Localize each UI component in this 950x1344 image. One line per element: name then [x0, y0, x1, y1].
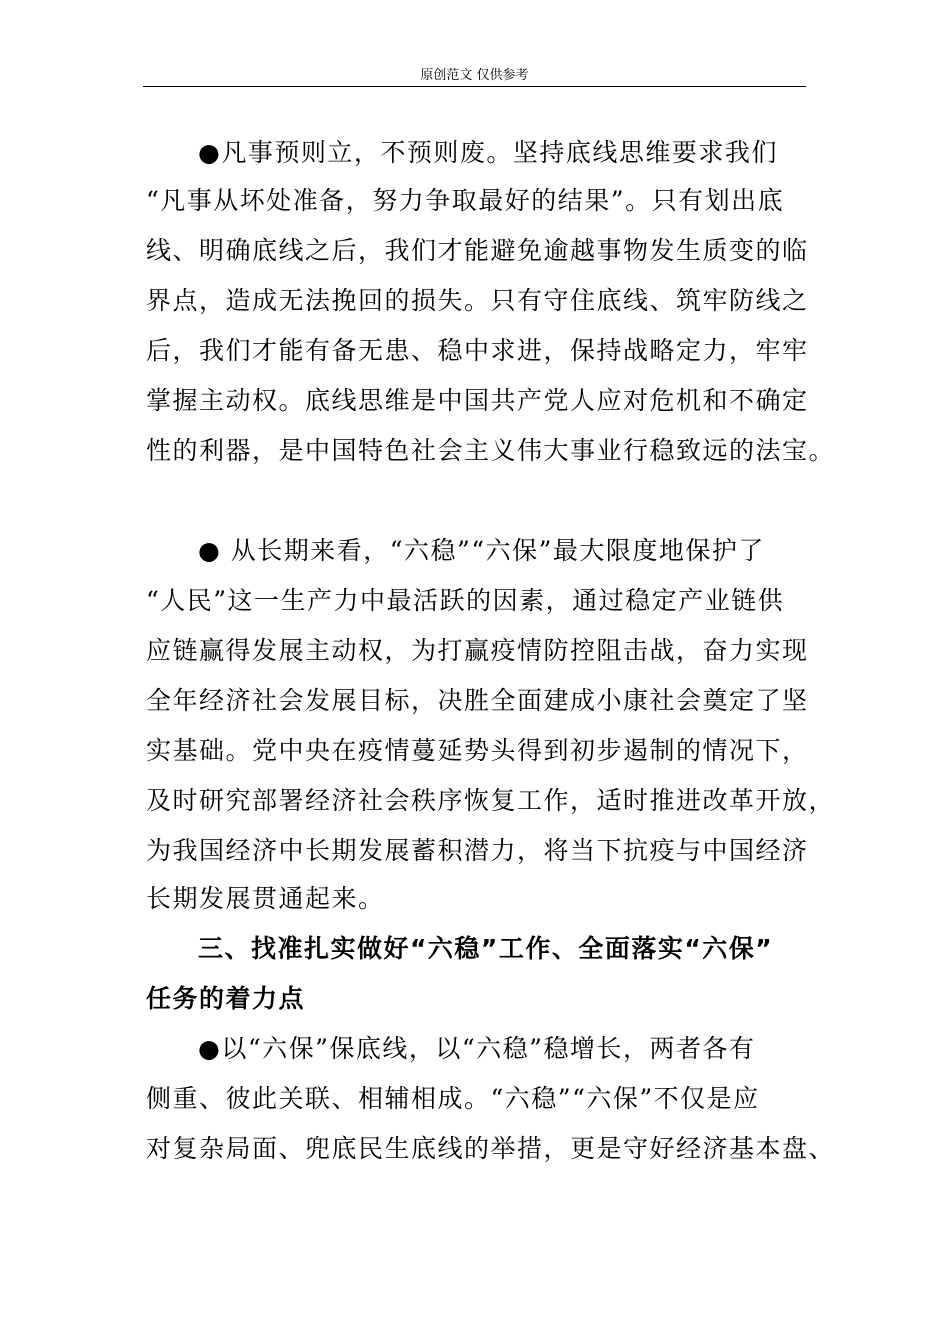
paragraph-line: ●以“六保”保底线，以“六稳”稳增长，两者各有	[198, 1034, 756, 1063]
paragraph-line: 后，我们才能有备无患、稳中求进，保持战略定力，牢牢	[146, 336, 809, 365]
paragraph-line: 实基础。党中央在疫情蔓延势头得到初步遏制的情况下，	[146, 736, 809, 765]
paragraph-line: 及时研究部署经济社会秩序恢复工作，适时推进改革开放，	[146, 786, 836, 815]
paragraph-line: 全年经济社会发展目标，决胜全面建成小康社会奠定了坚	[146, 686, 809, 715]
section-heading: 任务的着力点	[146, 984, 306, 1013]
paragraph-line: 掌握主动权。底线思维是中国共产党人应对危机和不确定	[146, 386, 809, 415]
paragraph-line: 侧重、彼此关联、相辅相成。“六稳”“六保”不仅是应	[146, 1084, 760, 1113]
paragraph-line: “人民”这一生产力中最活跃的因素，通过稳定产业链供	[146, 586, 785, 615]
paragraph-line: 为我国经济中长期发展蓄积潜力，将当下抗疫与中国经济	[146, 836, 809, 865]
paragraph-line: 界点，造成无法挽回的损失。只有守住底线、筑牢防线之	[146, 286, 809, 315]
paragraph-line: 应链赢得发展主动权，为打赢疫情防控阻击战，奋力实现	[146, 636, 809, 665]
header-rule	[143, 86, 806, 87]
paragraph-line: 线、明确底线之后，我们才能避免逾越事物发生质变的临	[146, 236, 809, 265]
paragraph-line: 对复杂局面、兜底民生底线的举措，更是守好经济基本盘、	[146, 1134, 836, 1163]
section-heading: 三、找准扎实做好“六稳”工作、全面落实“六保”	[198, 934, 774, 963]
paragraph-line: ● 从长期来看，“六稳”“六保”最大限度地保护了	[198, 536, 765, 565]
paragraph-line: ●凡事预则立，不预则废。坚持底线思维要求我们	[198, 138, 778, 167]
paragraph-line: 性的利器，是中国特色社会主义伟大事业行稳致远的法宝。	[146, 436, 836, 465]
page-header: 原创范文 仅供参考	[420, 68, 529, 83]
paragraph-line: 长期发展贯通起来。	[146, 884, 385, 913]
paragraph-line: “凡事从坏处准备，努力争取最好的结果”。只有划出底	[146, 186, 785, 215]
